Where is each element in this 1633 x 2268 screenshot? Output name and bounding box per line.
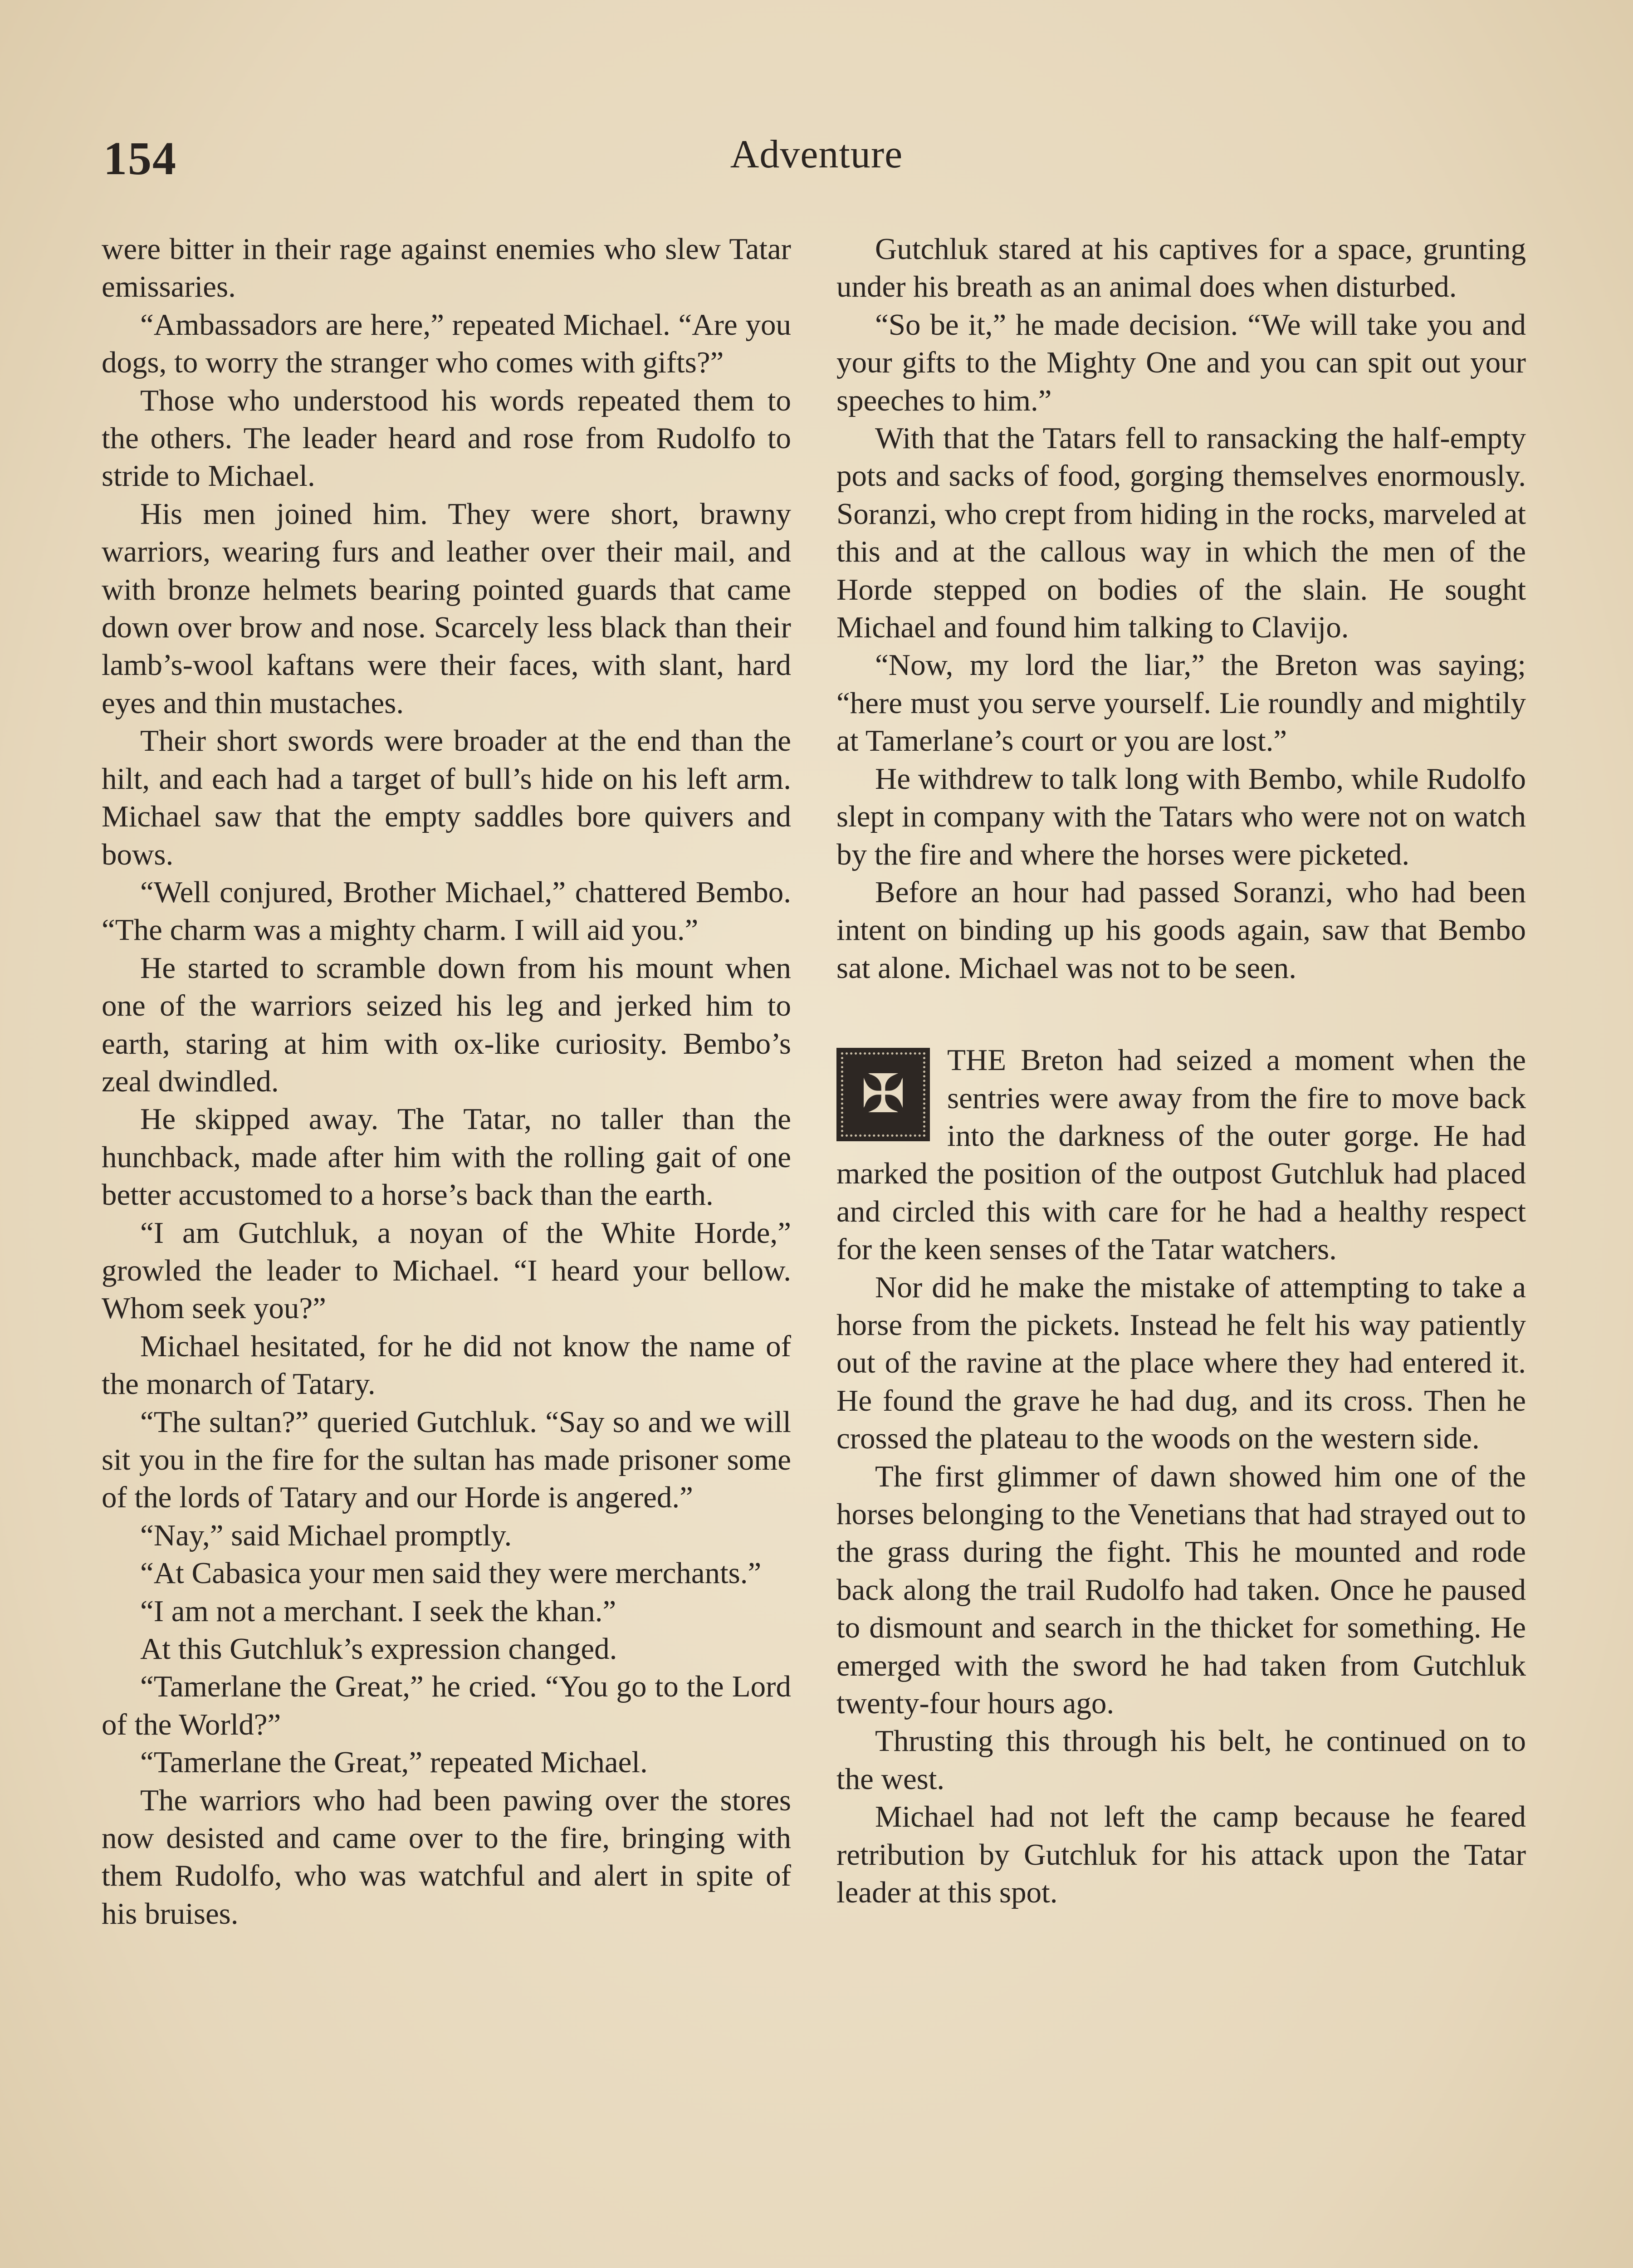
paragraph: “Tamerlane the Great,” repeated Michael. bbox=[140, 1745, 648, 1779]
paragraph: “I am Gutchluk, a noyan of the White Horde,” growled the leader to Michael. “I heard your bellow. Whom seek you?” bbox=[102, 1216, 791, 1325]
paragraph: He withdrew to talk long with Bembo, while Rudolfo slept in company with the Tatars who were not on watch by the fire and where the horses were picketed. bbox=[836, 762, 1526, 871]
drop-cap-paragraph bbox=[836, 1041, 1526, 1268]
left-column bbox=[102, 230, 791, 1933]
paragraph: “At Cabasica your men said they were merchants.” bbox=[140, 1556, 762, 1590]
paragraph: Gutchluk stared at his captives for a space, grunting under his breath as an animal does when disturbed. bbox=[836, 232, 1526, 304]
paragraph: With that the Tatars fell to ransacking the half-empty pots and sacks of food, gorging themselves enormously. Soranzi, who crept from hiding in the rocks, marveled at this and at the callous way in which the men of the Horde stepped on bodies of the slain. He sought Michael and found him talking to Clavijo. bbox=[836, 421, 1526, 645]
paragraph: He skipped away. The Tatar, no taller than the hunchback, made after him with the rolling gait of one better accustomed to a horse’s back than the earth. bbox=[102, 1102, 791, 1212]
page-number: 154 bbox=[103, 132, 177, 185]
cross-ornament-icon bbox=[836, 1048, 930, 1141]
paragraph: Nor did he make the mistake of attempting to take a horse from the pickets. Instead he felt his way patiently out of the ravine at the place where they had entered it. He found the grave he had dug, and its cross. Then he crossed the plateau to the woods on the western side. bbox=[836, 1270, 1526, 1456]
paragraph: Michael hesitated, for he did not know the name of the monarch of Tatary. bbox=[102, 1329, 791, 1401]
paragraph: Those who understood his words repeated them to the others. The leader heard and rose from Rudolfo to stride to Michael. bbox=[102, 383, 791, 493]
paragraph: His men joined him. They were short, brawny warriors, wearing furs and leather over their mail, and with bronze helmets bearing pointed guards that came down over brow and nose. Scarcely less black than their lamb’s-wool kaftans were their faces, with slant, hard eyes and thin mustaches. bbox=[102, 497, 791, 720]
paragraph: “Tamerlane the Great,” he cried. “You go to the Lord of the World?” bbox=[102, 1670, 791, 1741]
paragraph: “Well conjured, Brother Michael,” chattered Bembo. “The charm was a mighty charm. I will aid you.” bbox=[102, 875, 791, 947]
cross-glyph: ✠ bbox=[861, 1065, 906, 1124]
paragraph: Michael had not left the camp because he feared retribution by Gutchluk for his attack upon the Tatar leader at this spot. bbox=[836, 1800, 1526, 1910]
paragraph: Their short swords were broader at the end than the hilt, and each had a target of bull’s hide on his left arm. Michael saw that the empty saddles bore quivers and bows. bbox=[102, 724, 791, 871]
paragraph: “Ambassadors are here,” repeated Michael. “Are you dogs, to worry the stranger who comes with gifts?” bbox=[102, 308, 791, 380]
paragraph: Thrusting this through his belt, he continued on to the west. bbox=[836, 1724, 1526, 1796]
paragraph: “The sultan?” queried Gutchluk. “Say so and we will sit you in the fire for the sultan has made prisoner some of the lords of Tatary and our Horde is angered.” bbox=[102, 1405, 791, 1515]
page-header bbox=[0, 132, 1633, 200]
paragraph: He started to scramble down from his mount when one of the warriors seized his leg and jerked him to earth, staring at him with ox-like curiosity. Bembo’s zeal dwindled. bbox=[102, 951, 791, 1098]
paragraph: The warriors who had been pawing over the stores now desisted and came over to the fire, bringing with them Rudolfo, who was watchful and alert in spite of his bruises. bbox=[102, 1783, 791, 1931]
paragraph: were bitter in their rage against enemies who slew Tatar emissaries. bbox=[102, 232, 791, 304]
paragraph: “Nay,” said Michael promptly. bbox=[140, 1518, 512, 1552]
paragraph: “Now, my lord the liar,” the Breton was saying; “here must you serve yourself. Lie roundly and mightily at Tamerlane’s court or you are lost.” bbox=[836, 648, 1526, 758]
running-head: Adventure bbox=[730, 132, 903, 176]
section-break bbox=[836, 987, 1526, 1041]
paragraph: “So be it,” he made decision. “We will take you and your gifts to the Mighty One and you can spit out your speeches to him.” bbox=[836, 308, 1526, 417]
paragraph-text: THE Breton had seized a moment when the sentries were away from the fire to move back into the darkness of the outer gorge. He had marked the position of the outpost Gutchluk had placed and circled this with care for he had a healthy respect for the keen senses of the Tatar watchers. bbox=[836, 1043, 1526, 1266]
right-column bbox=[836, 230, 1526, 1911]
paragraph: The first glimmer of dawn showed him one of the horses belonging to the Venetians that had strayed out to the grass during the fight. This he mounted and rode back along the trail Rudolfo had taken. Once he paused to dismount and search in the thicket for something. He emerged with the sword he had taken from Gutchluk twenty-four hours ago. bbox=[836, 1459, 1526, 1721]
paragraph: “I am not a merchant. I seek the khan.” bbox=[140, 1594, 616, 1628]
paragraph: At this Gutchluk’s expression changed. bbox=[140, 1632, 617, 1666]
paragraph: Before an hour had passed Soranzi, who had been intent on binding up his goods again, saw that Bembo sat alone. Michael was not to be seen. bbox=[836, 875, 1526, 985]
